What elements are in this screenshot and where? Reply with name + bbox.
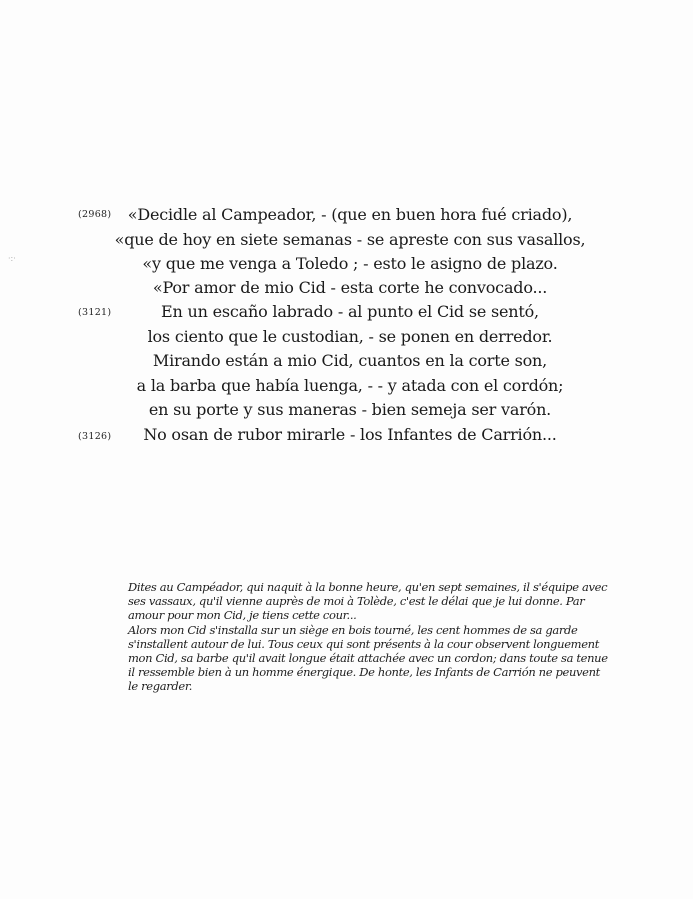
verse-line: No osan de rubor mirarle - los Infantes de Carrión... <box>143 425 557 444</box>
verse-line: En un escaño labrado - al punto el Cid se sentó, <box>161 302 539 321</box>
translation-line: mon Cid, sa barbe qu'il avait longue était attachée avec un cordon; dans toute sa tenue <box>128 651 608 666</box>
verse-line: a la barba que había luenga, - - y atada con el cordón; <box>136 376 564 395</box>
verse-number-3126: (3126) <box>78 431 112 442</box>
verse-line: Mirando están a mio Cid, cuantos en la corte son, <box>152 351 548 370</box>
verse-line: los ciento que le custodian, - se ponen en derredor. <box>147 327 553 346</box>
verse-line: en su porte y sus maneras - bien semeja ser varón. <box>148 400 552 419</box>
translation-line: amour pour mon Cid, je tiens cette cour... <box>128 608 357 623</box>
translation-line: il ressemble bien à un homme énergique. De honte, les Infants de Carrión ne peuvent <box>128 665 600 680</box>
verse-line: «Por amor de mio Cid - esta corte he convocado... <box>152 278 548 297</box>
translation-line: ses vassaux, qu'il vienne auprès de moi à Tolède, c'est le délai que je lui donne. Par <box>128 594 585 609</box>
translation-line: le regarder. <box>128 679 193 694</box>
verse-line: «y que me venga a Toledo ; - esto le asigno de plazo. <box>142 254 558 273</box>
scan-speck: ·:· <box>8 254 16 263</box>
verse-line: «que de hoy en siete semanas - se apreste con sus vasallos, <box>114 230 586 249</box>
translation-line: Alors mon Cid s'installa sur un siège en bois tourné, les cent hommes de sa garde <box>128 622 578 637</box>
verse-number-3121: (3121) <box>78 307 112 318</box>
verse-line: «Decidle al Campeador, - (que en buen hora fué criado), <box>127 205 573 224</box>
verse-number-2968: (2968) <box>78 209 112 220</box>
french-translation <box>128 580 608 694</box>
translation-line: Dites au Campéador, qui naquit à la bonne heure, qu'en sept semaines, il s'équipe avec <box>128 580 608 594</box>
translation-line: s'installent autour de lui. Tous ceux qui sont présents à la cour observent longuement <box>128 636 599 651</box>
